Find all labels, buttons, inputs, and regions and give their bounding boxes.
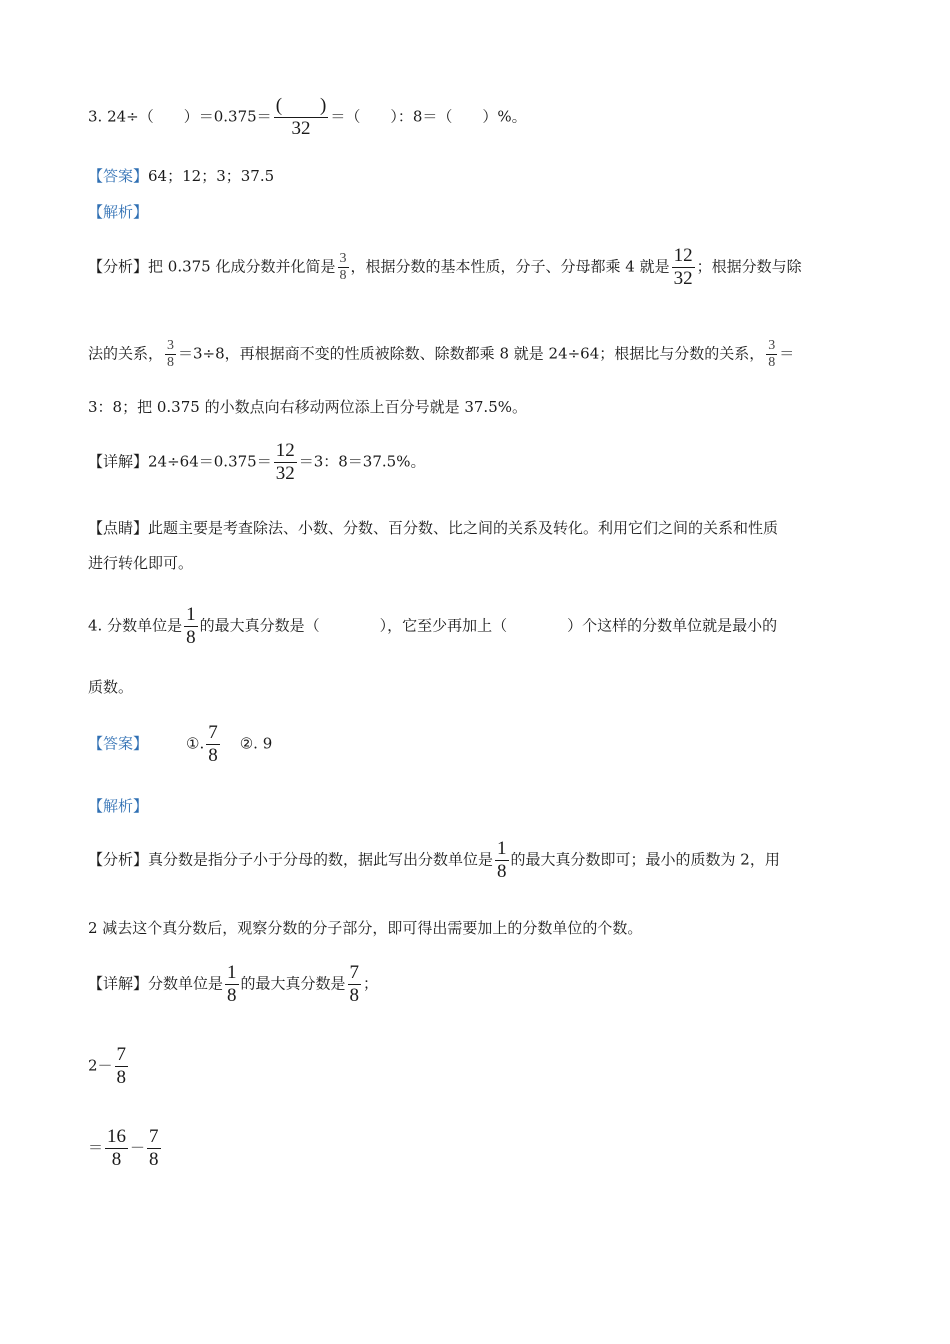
q4-detail-text-c: ； xyxy=(363,974,379,993)
q3-line2-frac1 xyxy=(165,338,176,371)
q4-detail-frac2 xyxy=(348,962,362,1007)
frac-den: 8 xyxy=(227,985,237,1006)
q3-analysis-tag xyxy=(88,202,148,222)
q3-suffix: ＝（ ）：8＝（ ）%。 xyxy=(330,107,527,126)
q4-ans1-frac xyxy=(206,722,220,767)
q4-prefix: 4. 分数单位是 xyxy=(88,616,183,635)
q4-detail-text-b: 的最大真分数是 xyxy=(240,974,346,993)
q4-question-line2 xyxy=(88,677,133,697)
analysis-tag: 【解析】 xyxy=(88,797,149,815)
q3-line2-text-b: ＝3÷8，再根据商不变的性质被除数、除数都乘 8 就是 24÷64；根据比与分数的关系， xyxy=(178,344,765,363)
q3-question xyxy=(88,95,527,140)
q3-fenxi-text-b: ，根据分数的基本性质，分子、分母都乘 4 就是 xyxy=(350,257,670,276)
frac-den: 8 xyxy=(186,627,196,648)
frac-den: 8 xyxy=(116,1067,127,1088)
frac-num: 3 xyxy=(768,338,776,353)
q3-fraction xyxy=(274,95,329,140)
q4-line2: 质数。 xyxy=(88,678,134,696)
frac-den: 8 xyxy=(149,1149,159,1170)
frac-num: 1 xyxy=(227,962,237,983)
fenxi-tag: 【分析】 xyxy=(88,850,149,869)
q4-calc1-text: 2－ xyxy=(88,1056,113,1075)
dianjing-tag: 【点睛】 xyxy=(88,519,149,537)
q3-dianjing-line2 xyxy=(88,553,193,573)
frac-num: 16 xyxy=(107,1126,127,1147)
detail-tag: 【详解】 xyxy=(88,974,149,993)
q4-calc-line2 xyxy=(88,1126,163,1171)
frac-den: 8 xyxy=(105,1148,128,1171)
q4-ans1-prefix: ①. xyxy=(186,734,205,753)
frac-den: 32 xyxy=(673,268,693,289)
q4-analysis-tag xyxy=(88,796,148,816)
q4-ans2: ②. 9 xyxy=(239,734,273,753)
frac-den: 8 xyxy=(339,268,347,283)
q3-fenxi-frac1 xyxy=(338,251,349,284)
q3-prefix: 3. 24÷（ ）＝0.375＝ xyxy=(88,107,272,126)
q3-dianjing-text: 此题主要是考查除法、小数、分数、百分数、比之间的关系及转化。利用它们之间的关系和性质 xyxy=(148,519,779,537)
q4-detail xyxy=(88,962,378,1007)
q3-dianjing-text2: 进行转化即可。 xyxy=(88,554,194,572)
q4-question xyxy=(88,604,777,649)
q4-fenxi xyxy=(88,838,780,883)
q3-line2-text-a: 法的关系， xyxy=(88,344,164,363)
q4-fenxi-frac xyxy=(495,838,509,883)
q3-frac-num: ( ) xyxy=(275,95,327,116)
q4-fenxi-text-b: 的最大真分数即可；最小的质数为 2，用 xyxy=(510,850,780,869)
q4-fenxi-line2-text: 2 减去这个真分数后，观察分数的分子部分，即可得出需要加上的分数单位的个数。 xyxy=(88,919,643,937)
frac-num: 7 xyxy=(208,722,218,743)
q4-calc2-text-a: ＝ xyxy=(88,1138,104,1157)
analysis-tag: 【解析】 xyxy=(88,203,149,221)
q3-answer-text: 64；12；3；37.5 xyxy=(148,167,275,185)
frac-num: 1 xyxy=(186,604,196,625)
q3-fenxi-frac2 xyxy=(672,245,695,290)
frac-num: 7 xyxy=(116,1044,127,1065)
answer-tag: 【答案】 xyxy=(88,167,149,185)
q4-fenxi-line2 xyxy=(88,918,642,938)
q3-line2-frac2 xyxy=(766,338,777,371)
frac-den: 8 xyxy=(349,985,360,1006)
q4-detail-text-a: 分数单位是 xyxy=(148,974,224,993)
detail-tag: 【详解】 xyxy=(88,452,149,471)
frac-num: 12 xyxy=(275,440,295,461)
q4-detail-frac1 xyxy=(225,962,239,1007)
frac-den: 8 xyxy=(497,861,507,882)
q4-calc2-text-b: － xyxy=(130,1138,146,1157)
q4-answer xyxy=(88,722,272,767)
q3-answer xyxy=(88,166,274,186)
frac-den: 32 xyxy=(275,463,295,484)
frac-den: 8 xyxy=(208,745,218,766)
frac-num: 3 xyxy=(339,251,347,266)
q4-calc-line1 xyxy=(88,1044,130,1089)
q4-text-a: 的最大真分数是（ ），它至少再加上（ ）个这样的分数单位就是最小的 xyxy=(199,616,778,635)
q3-dianjing xyxy=(88,518,778,538)
q3-fenxi-text-a: 把 0.375 化成分数并化简是 xyxy=(148,257,336,276)
frac-num: 7 xyxy=(149,1126,159,1147)
fenxi-tag: 【分析】 xyxy=(88,257,149,276)
q3-line2-text-c: ＝ xyxy=(779,344,795,363)
q4-calc1-frac xyxy=(115,1044,129,1089)
q3-fenxi-line1 xyxy=(88,245,802,290)
q4-calc2-frac1 xyxy=(105,1126,128,1171)
q3-line3-text: 3：8；把 0.375 的小数点向右移动两位添上百分号就是 37.5%。 xyxy=(88,398,527,416)
q3-frac-den: 32 xyxy=(274,117,329,140)
q3-detail-text-b: ＝3：8＝37.5%。 xyxy=(298,452,426,471)
frac-num: 3 xyxy=(167,338,175,353)
q3-detail-frac xyxy=(274,440,297,485)
q3-fenxi-line3 xyxy=(88,397,527,417)
q3-fenxi-line2 xyxy=(88,338,794,371)
q3-detail-text-a: 24÷64＝0.375＝ xyxy=(148,452,272,471)
frac-den: 8 xyxy=(768,355,776,370)
q3-detail xyxy=(88,440,425,485)
answer-tag: 【答案】 xyxy=(88,734,149,753)
q4-fenxi-text-a: 真分数是指分子小于分母的数，据此写出分数单位是 xyxy=(148,850,494,869)
frac-den: 8 xyxy=(167,355,175,370)
frac-num: 1 xyxy=(497,838,507,859)
q4-calc2-frac2 xyxy=(147,1126,161,1171)
q3-fenxi-text-c: ；根据分数与除 xyxy=(696,257,802,276)
q4-fraction xyxy=(184,604,198,649)
frac-num: 12 xyxy=(673,245,693,266)
frac-num: 7 xyxy=(349,962,360,983)
